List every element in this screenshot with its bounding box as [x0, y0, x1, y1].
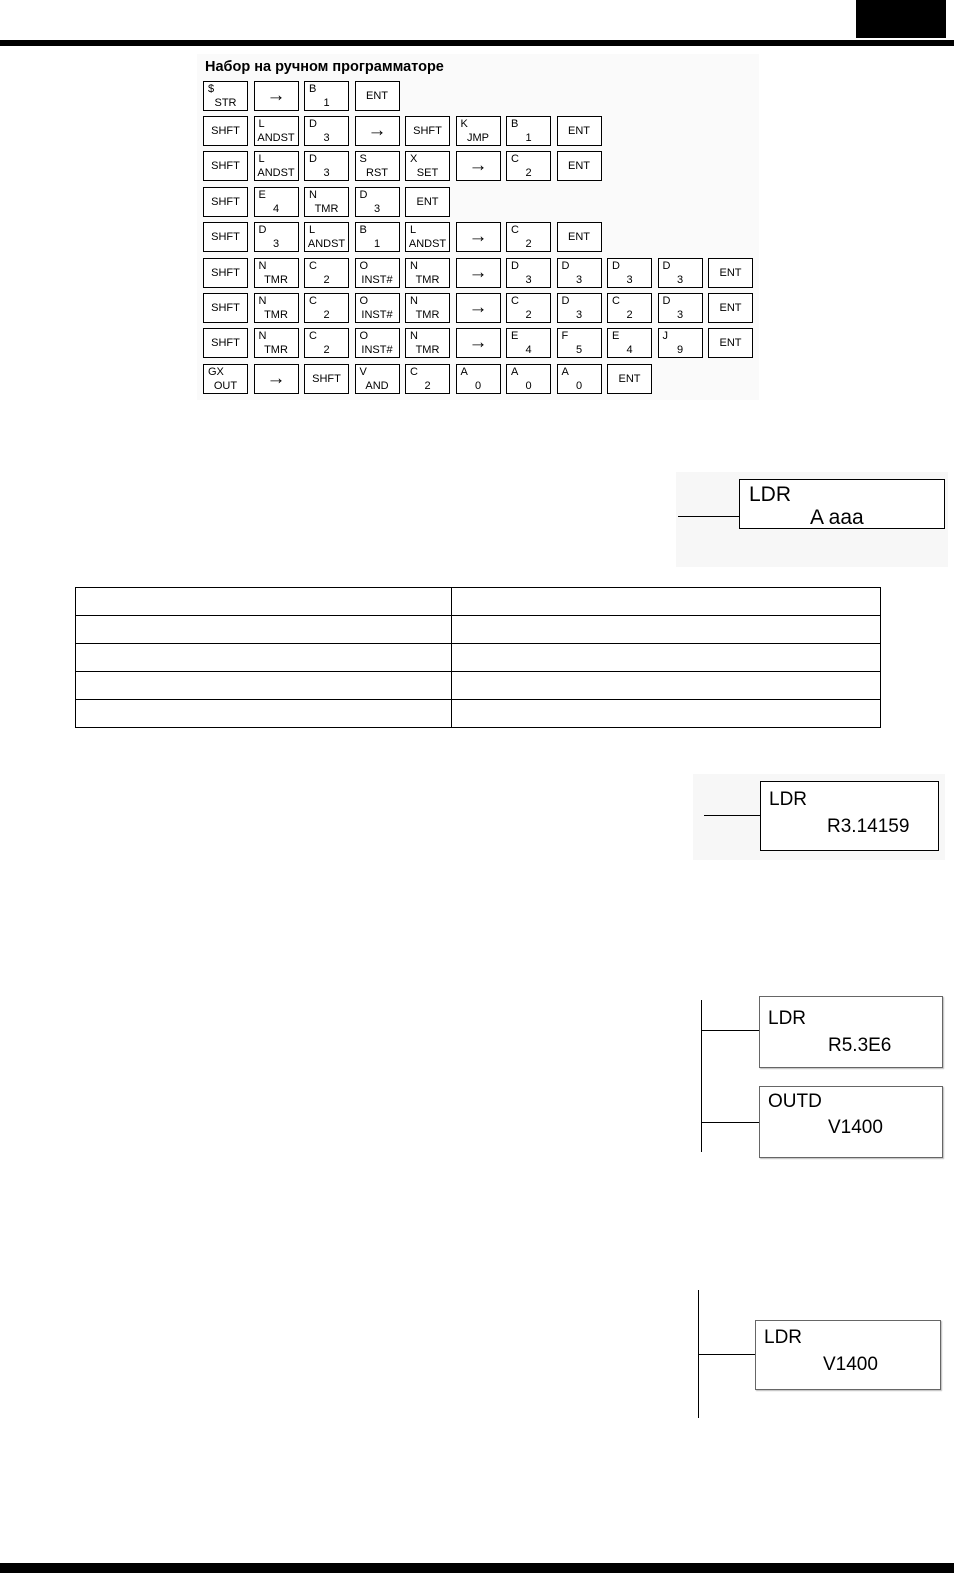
key-bottom-label: 1: [525, 132, 532, 144]
key-ent: [607, 364, 652, 394]
keypad-row: [203, 81, 405, 111]
instruction-mnemonic: LDR: [768, 1008, 807, 1029]
key-andst: [254, 116, 299, 146]
table-row: [76, 672, 881, 700]
key-bottom-label: 3: [323, 167, 330, 179]
key-bottom-label: 3: [676, 274, 684, 286]
key-2: [304, 293, 349, 323]
key-3: [506, 258, 551, 288]
keypad-row: [203, 116, 607, 146]
table-row: [76, 644, 881, 672]
key-str: [203, 81, 248, 111]
key-top-label: N: [258, 260, 267, 272]
key-bottom-label: 3: [373, 203, 381, 215]
key-label: SHFT: [211, 125, 240, 137]
key-tmr: [254, 293, 299, 323]
key-3: [304, 151, 349, 181]
key-top-label: L: [309, 224, 316, 236]
key-1: [355, 222, 400, 252]
key-label: SHFT: [211, 196, 240, 208]
key-ent: [557, 116, 602, 146]
header-tab: [856, 0, 946, 38]
key-bottom-label: 0: [575, 380, 583, 392]
key-top-label: $: [208, 83, 215, 95]
key-top-label: N: [410, 295, 418, 307]
key-tmr: [405, 258, 450, 288]
key-inst: [355, 328, 400, 358]
key-bottom-label: STR: [214, 97, 237, 109]
key-top-label: O: [359, 260, 369, 272]
footer-rule: [0, 1563, 954, 1573]
keypad-row: [203, 222, 607, 252]
key-andst: [254, 151, 299, 181]
key-bottom-label: INST#: [361, 344, 393, 356]
key-bottom-label: TMR: [264, 274, 288, 286]
key-label: ENT: [719, 302, 742, 314]
key-bottom-label: INST#: [361, 274, 393, 286]
header-rule: [0, 40, 954, 46]
key-label: SHFT: [413, 125, 442, 137]
key-top-label: J: [662, 330, 668, 342]
keypad-row: [203, 328, 759, 358]
keypad-row: [203, 151, 607, 181]
key-2: [506, 151, 551, 181]
key-0: [557, 364, 602, 394]
rung-line: [678, 516, 740, 517]
key-label: SHFT: [312, 373, 341, 385]
key-bottom-label: TMR: [264, 309, 288, 321]
key-top-label: B: [359, 224, 367, 236]
key-top-label: GX: [208, 366, 224, 378]
key-bottom-label: 2: [525, 238, 532, 250]
key-label: ENT: [719, 337, 742, 349]
key-3: [355, 187, 400, 217]
key-3: [607, 258, 652, 288]
keypad-row: [203, 293, 759, 323]
key-ent: [708, 258, 753, 288]
key-inst: [355, 293, 400, 323]
key-3: [557, 258, 602, 288]
key-top-label: O: [359, 330, 369, 342]
key-3: [658, 293, 703, 323]
key-bottom-label: 3: [626, 274, 633, 286]
arrow-key: [456, 222, 501, 252]
key-top-label: C: [309, 330, 317, 342]
key-top-label: B: [309, 83, 317, 95]
key-bottom-label: 4: [525, 344, 532, 356]
instruction-box: [739, 479, 945, 529]
rung-line: [702, 1030, 760, 1031]
key-top-label: F: [561, 330, 569, 342]
key-label: SHFT: [211, 337, 240, 349]
arrow-right-icon: →: [468, 262, 488, 283]
key-ent: [557, 151, 602, 181]
key-and: [355, 364, 400, 394]
key-top-label: N: [258, 295, 267, 307]
key-bottom-label: JMP: [467, 132, 489, 144]
key-label: ENT: [568, 160, 590, 172]
key-rst: [355, 151, 400, 181]
key-top-label: N: [410, 330, 418, 342]
key-bottom-label: SET: [416, 167, 439, 179]
key-ent: [355, 81, 400, 111]
key-bottom-label: ANDST: [307, 238, 346, 250]
keypad-title: Набор на ручном программаторе: [205, 59, 444, 75]
key-9: [658, 328, 703, 358]
key-top-label: B: [511, 118, 519, 130]
key-top-label: C: [309, 295, 317, 307]
key-shft: [203, 116, 248, 146]
key-3: [304, 116, 349, 146]
key-ent: [405, 187, 450, 217]
key-bottom-label: 2: [424, 380, 431, 392]
key-top-label: D: [511, 260, 519, 272]
key-bottom-label: INST#: [361, 309, 393, 321]
key-tmr: [405, 293, 450, 323]
key-bottom-label: ANDST: [257, 132, 295, 144]
key-bottom-label: TMR: [415, 309, 440, 321]
arrow-key: [456, 293, 501, 323]
key-label: SHFT: [211, 231, 240, 243]
key-ent: [708, 328, 753, 358]
key-1: [304, 81, 349, 111]
instruction-operand: A aaa: [810, 506, 864, 529]
key-0: [456, 364, 501, 394]
key-2: [607, 293, 652, 323]
key-top-label: V: [359, 366, 367, 378]
key-top-label: E: [612, 330, 620, 342]
instruction-mnemonic: LDR: [769, 789, 808, 810]
key-top-label: C: [612, 295, 620, 307]
key-bottom-label: AND: [365, 380, 389, 392]
key-out: [203, 364, 248, 394]
key-bottom-label: OUT: [213, 380, 238, 392]
key-top-label: S: [359, 153, 367, 165]
key-shft: [304, 364, 349, 394]
key-4: [607, 328, 652, 358]
key-top-label: A: [511, 366, 519, 378]
key-bottom-label: 4: [626, 344, 633, 356]
arrow-key: [254, 364, 299, 394]
key-tmr: [254, 258, 299, 288]
key-label: SHFT: [211, 302, 240, 314]
key-2: [405, 364, 450, 394]
arrow-key: [456, 151, 501, 181]
key-bottom-label: 0: [525, 380, 532, 392]
key-jmp: [456, 116, 501, 146]
key-3: [658, 258, 703, 288]
instruction-box: [760, 781, 939, 851]
key-bottom-label: 3: [575, 274, 583, 286]
key-ent: [557, 222, 602, 252]
key-top-label: N: [410, 260, 418, 272]
key-top-label: K: [460, 118, 468, 130]
key-bottom-label: TMR: [264, 344, 288, 356]
key-label: ENT: [719, 267, 742, 279]
key-tmr: [405, 328, 450, 358]
arrow-right-icon: →: [468, 332, 488, 353]
key-bottom-label: 9: [676, 344, 684, 356]
arrow-key: [456, 258, 501, 288]
key-label: ENT: [618, 373, 641, 385]
key-bottom-label: TMR: [415, 274, 440, 286]
key-top-label: C: [511, 295, 519, 307]
table-row: [76, 616, 881, 644]
key-3: [254, 222, 299, 252]
key-top-label: E: [258, 189, 266, 201]
key-label: SHFT: [211, 267, 240, 279]
key-4: [506, 328, 551, 358]
key-shft: [203, 328, 248, 358]
key-4: [254, 187, 299, 217]
key-label: ENT: [416, 196, 439, 208]
key-label: ENT: [366, 90, 388, 102]
key-shft: [203, 222, 248, 252]
keypad-row: [203, 364, 658, 394]
key-2: [304, 258, 349, 288]
key-top-label: X: [410, 153, 418, 165]
rung-line: [702, 1122, 760, 1123]
key-shft: [405, 116, 450, 146]
key-tmr: [254, 328, 299, 358]
keypad-row: [203, 258, 759, 288]
arrow-right-icon: →: [266, 368, 286, 389]
key-bottom-label: 2: [525, 167, 532, 179]
key-bottom-label: TMR: [314, 203, 339, 215]
keypad-row: [203, 187, 456, 217]
instruction-operand: R3.14159: [827, 816, 910, 837]
instruction-box: [755, 1320, 941, 1390]
key-bottom-label: 3: [676, 309, 684, 321]
key-top-label: A: [561, 366, 569, 378]
instruction-mnemonic: OUTD: [768, 1091, 822, 1112]
key-bottom-label: 3: [323, 132, 330, 144]
key-inst: [355, 258, 400, 288]
key-top-label: D: [309, 118, 317, 130]
key-tmr: [304, 187, 349, 217]
key-bottom-label: 2: [525, 309, 532, 321]
key-bottom-label: RST: [366, 167, 388, 179]
key-0: [506, 364, 551, 394]
instruction-operand: V1400: [823, 1354, 878, 1375]
key-top-label: D: [309, 153, 317, 165]
key-top-label: N: [309, 189, 317, 201]
instruction-box: [759, 996, 943, 1068]
key-top-label: L: [258, 153, 265, 165]
key-bottom-label: 2: [323, 344, 330, 356]
instruction-mnemonic: LDR: [749, 483, 792, 506]
key-shft: [203, 151, 248, 181]
key-bottom-label: ANDST: [408, 238, 447, 250]
key-top-label: D: [561, 295, 570, 307]
table-row: [76, 588, 881, 616]
key-top-label: C: [309, 260, 317, 272]
key-bottom-label: ANDST: [257, 167, 295, 179]
arrow-right-icon: →: [468, 297, 488, 318]
rung-line: [704, 815, 761, 816]
arrow-key: [355, 116, 400, 146]
key-2: [506, 293, 551, 323]
key-top-label: N: [258, 330, 267, 342]
key-bottom-label: 4: [272, 203, 280, 215]
key-top-label: C: [511, 224, 519, 236]
key-top-label: E: [511, 330, 519, 342]
instruction-mnemonic: LDR: [764, 1327, 803, 1348]
key-bottom-label: 3: [575, 309, 583, 321]
key-2: [506, 222, 551, 252]
key-top-label: L: [258, 118, 265, 130]
key-top-label: C: [410, 366, 418, 378]
arrow-right-icon: →: [367, 120, 387, 141]
key-bottom-label: 2: [626, 309, 633, 321]
instruction-box: [759, 1086, 943, 1158]
key-label: ENT: [568, 125, 590, 137]
power-rail: [701, 1000, 702, 1152]
key-top-label: D: [662, 295, 671, 307]
key-bottom-label: TMR: [415, 344, 440, 356]
key-top-label: D: [359, 189, 368, 201]
arrow-key: [254, 81, 299, 111]
key-bottom-label: 2: [323, 274, 330, 286]
parameter-table: [75, 587, 881, 728]
key-bottom-label: 1: [373, 238, 381, 250]
table-row: [76, 700, 881, 728]
key-top-label: A: [460, 366, 468, 378]
key-top-label: D: [258, 224, 267, 236]
key-andst: [304, 222, 349, 252]
key-top-label: D: [561, 260, 570, 272]
key-top-label: L: [410, 224, 417, 236]
key-3: [557, 293, 602, 323]
rung-line: [699, 1354, 756, 1355]
key-top-label: D: [612, 260, 620, 272]
key-5: [557, 328, 602, 358]
arrow-key: [456, 328, 501, 358]
arrow-right-icon: →: [468, 155, 488, 176]
key-andst: [405, 222, 450, 252]
key-top-label: D: [662, 260, 671, 272]
key-shft: [203, 187, 248, 217]
key-bottom-label: 1: [323, 97, 330, 109]
key-bottom-label: 0: [474, 380, 482, 392]
key-top-label: O: [359, 295, 369, 307]
instruction-operand: V1400: [828, 1117, 883, 1138]
key-top-label: C: [511, 153, 519, 165]
key-1: [506, 116, 551, 146]
arrow-right-icon: →: [266, 85, 286, 106]
key-2: [304, 328, 349, 358]
instruction-operand: R5.3E6: [828, 1035, 892, 1056]
key-label: SHFT: [211, 160, 240, 172]
key-bottom-label: 5: [575, 344, 583, 356]
key-label: ENT: [568, 231, 590, 243]
key-ent: [708, 293, 753, 323]
key-bottom-label: 3: [272, 238, 280, 250]
key-set: [405, 151, 450, 181]
key-shft: [203, 293, 248, 323]
key-bottom-label: 2: [323, 309, 330, 321]
key-shft: [203, 258, 248, 288]
key-bottom-label: 3: [525, 274, 532, 286]
arrow-right-icon: →: [468, 226, 488, 247]
